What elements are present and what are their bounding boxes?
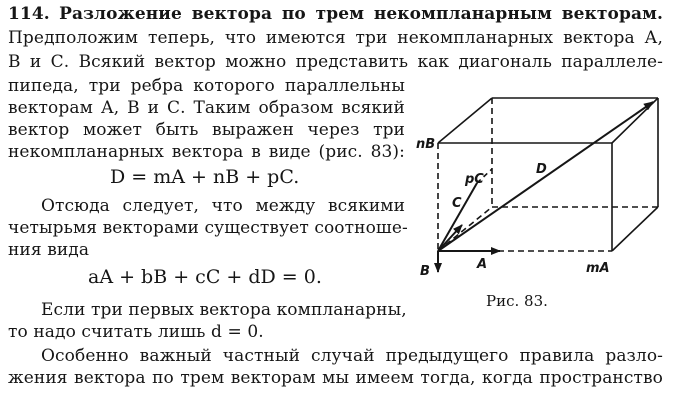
label-c: C bbox=[452, 196, 462, 211]
paragraph2-line2: четырьмя векторами существует соотноше- bbox=[8, 218, 408, 238]
figure-parallelepiped bbox=[410, 75, 665, 290]
paragraph1-line2: В и С. Всякий вектор можно представить как диагональ параллеле- bbox=[8, 52, 663, 72]
label-d: D bbox=[536, 162, 547, 177]
vector-pc bbox=[438, 183, 477, 251]
paragraph1-line6: некомпланарных вектора в виде (рис. 83): bbox=[8, 142, 405, 162]
edge-connect-bottom-right bbox=[612, 207, 658, 251]
edge-connect-top-right bbox=[612, 98, 658, 143]
label-a: A bbox=[477, 257, 488, 272]
section-number: 114. bbox=[8, 4, 50, 24]
paragraph4-line1: Особенно важный частный случай предыдущего правила разло- bbox=[41, 346, 663, 366]
formula-relation: aA + bB + cC + dD = 0. bbox=[88, 266, 322, 288]
section-heading bbox=[8, 4, 663, 24]
paragraph4-line2: жения вектора по трем векторам мы имеем тогда, когда пространство bbox=[8, 368, 663, 388]
paragraph1-line3: пипеда, три ребра которого параллельны bbox=[8, 76, 405, 96]
paragraph3-line1: Если три первых вектора компланарны, bbox=[41, 300, 407, 320]
paragraph1-line5: вектор может быть выражен через три bbox=[8, 120, 405, 140]
label-b: B bbox=[420, 264, 430, 279]
figure-caption: Рис. 83. bbox=[486, 292, 548, 310]
paragraph3-line2: то надо считать лишь d = 0. bbox=[8, 322, 264, 342]
paragraph1-line4: векторам А, В и С. Таким образом всякий bbox=[8, 98, 405, 118]
formula-decomposition: D = mA + nB + pC. bbox=[110, 166, 300, 188]
edge-connect-top-left bbox=[438, 98, 492, 143]
label-nb: nB bbox=[416, 137, 436, 152]
paragraph2-line1: Отсюда следует, что между всякими bbox=[41, 196, 405, 216]
section-title: Разложение вектора по трем некомпланарным векторам. bbox=[59, 4, 663, 24]
paragraph2-line3: ния вида bbox=[8, 240, 90, 260]
label-ma: mA bbox=[586, 261, 610, 276]
paragraph1-line1: Предположим теперь, что имеются три некомпланарных вектора А, bbox=[8, 28, 663, 48]
label-pc: pC bbox=[465, 172, 484, 187]
